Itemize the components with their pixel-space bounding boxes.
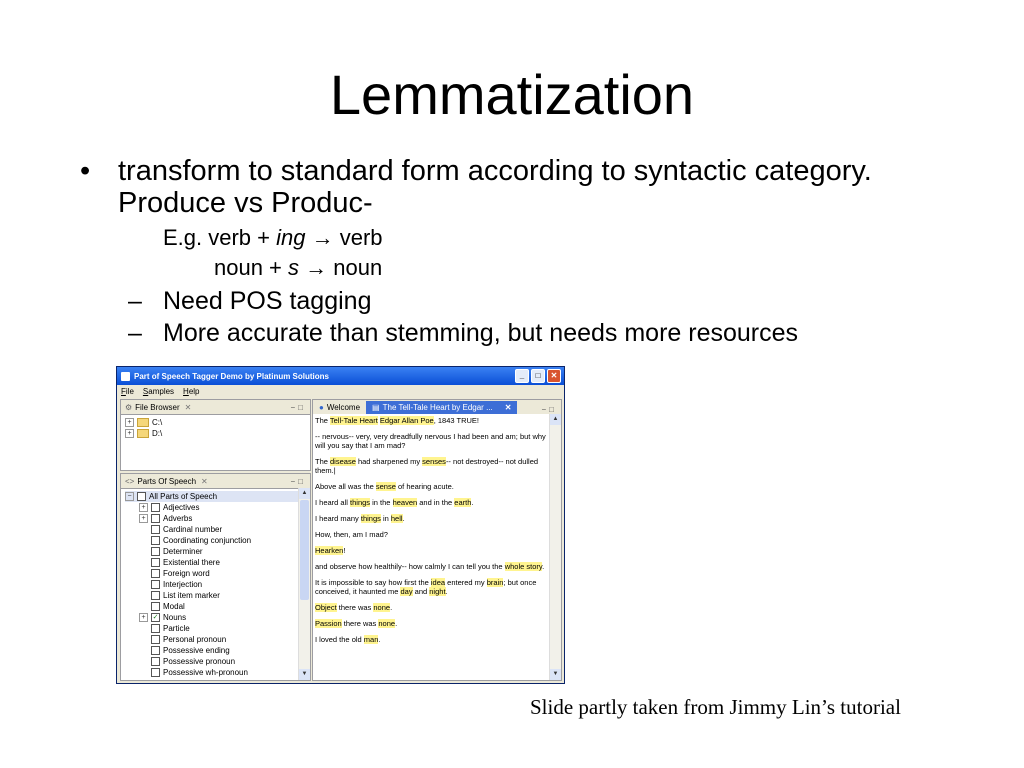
example-line-verb: [80, 223, 980, 253]
text-segment: in: [380, 514, 391, 523]
editor-paragraph: [315, 562, 549, 571]
parts-of-speech-title[interactable]: Parts Of Speech: [137, 476, 197, 486]
source-note: Slide partly taken from Jimmy Lin’s tutorial: [530, 695, 901, 719]
tree-spacer: [139, 636, 148, 643]
pos-checkbox[interactable]: [151, 635, 160, 644]
text-segment: there was: [336, 603, 374, 612]
noun-highlight: man: [363, 635, 379, 644]
pos-label: Personal pronoun: [163, 635, 227, 644]
text-segment: and in the: [417, 498, 455, 507]
noun-highlight: things: [360, 514, 381, 523]
noun-highlight: none: [373, 603, 391, 612]
pane-controls[interactable]: −□: [290, 476, 306, 486]
pos-label: Possessive wh-pronoun: [163, 668, 248, 677]
file-tree: [121, 415, 310, 441]
example-result: verb: [339, 225, 383, 250]
expand-icon[interactable]: +: [125, 418, 134, 427]
pane-controls[interactable]: −□: [290, 402, 306, 412]
sub-bullet-pos: [80, 285, 980, 317]
sub-bullet-accuracy: [80, 317, 980, 349]
bullet-mark: •: [80, 155, 91, 187]
pos-tree-item[interactable]: [125, 579, 306, 590]
text-segment: ; but once conceived, it haunted me: [315, 578, 537, 596]
text-segment: .: [471, 498, 474, 507]
close-icon[interactable]: ✕: [504, 403, 512, 412]
minimize-button[interactable]: _: [515, 369, 529, 383]
text-segment: -- nervous-- very, very dreadfully nervous I had been and am; but why will you say that I am mad?: [315, 432, 546, 450]
pos-tree-item[interactable]: [125, 491, 306, 502]
pos-label: Possessive pronoun: [163, 657, 236, 666]
pos-label: Determiner: [163, 547, 203, 556]
editor-paragraph: [315, 635, 549, 644]
text-segment: The: [315, 457, 331, 466]
noun-highlight: sense: [375, 482, 396, 491]
text-segment: there was: [341, 619, 379, 628]
text-segment: had sharpened my: [355, 457, 423, 466]
example-suffix: s: [288, 255, 300, 280]
text-segment: The: [315, 416, 330, 425]
welcome-icon: ●: [319, 403, 324, 412]
noun-highlight: idea: [430, 578, 446, 587]
tree-spacer: [139, 559, 148, 566]
text-segment: of hearing acute.: [395, 482, 454, 491]
noun-highlight: things: [350, 498, 371, 507]
menu-samples[interactable]: Samples: [142, 386, 175, 396]
noun-highlight: night: [429, 587, 446, 596]
sub-bullet-text: Need POS tagging: [163, 287, 372, 315]
pos-tree-item[interactable]: [125, 612, 306, 623]
text-segment: I loved the old: [315, 635, 364, 644]
text-segment: .: [402, 514, 405, 523]
pos-label: All Parts of Speech: [149, 492, 218, 501]
pos-label: Adverbs: [163, 514, 193, 523]
pos-label: Interjection: [163, 580, 203, 589]
editor-pane: [312, 399, 562, 681]
text-segment: and observe how healthily-- how calmly I can tell you the: [315, 562, 505, 571]
noun-highlight: disease: [330, 457, 356, 466]
noun-highlight: brain: [486, 578, 504, 587]
dash-mark: –: [128, 287, 142, 315]
pos-tree: [121, 489, 310, 680]
editor-paragraph: [315, 546, 549, 555]
pos-tree-item[interactable]: [125, 524, 306, 535]
pos-tree-item[interactable]: [125, 601, 306, 612]
noun-highlight: earth: [454, 498, 472, 507]
arrow-icon: →: [299, 255, 334, 280]
example-text: E.g. verb +: [163, 225, 277, 250]
pos-checkbox[interactable]: [151, 591, 160, 600]
pos-checkbox[interactable]: [151, 525, 160, 534]
text-segment: Above all was the: [315, 482, 376, 491]
pos-checkbox[interactable]: ✓: [152, 614, 159, 621]
pos-checkbox[interactable]: [151, 503, 160, 512]
pos-checkbox[interactable]: [151, 569, 160, 578]
pos-checkbox[interactable]: [151, 514, 160, 523]
pos-tree-item[interactable]: [125, 623, 306, 634]
tab-label: Welcome: [326, 403, 361, 412]
text-segment: -- not destroyed-- not dulled them.|: [315, 457, 539, 475]
pos-label: Coordinating conjunction: [163, 536, 252, 545]
pos-checkbox[interactable]: [151, 580, 160, 589]
editor-paragraph: [315, 603, 549, 612]
bullet-item: [80, 155, 980, 219]
pos-checkbox[interactable]: [151, 624, 160, 633]
pos-tree-item[interactable]: [125, 568, 306, 579]
pos-tree-item[interactable]: [125, 546, 306, 557]
text-segment: I heard all: [315, 498, 351, 507]
tree-spacer: [139, 548, 148, 555]
scroll-up-icon[interactable]: ▲: [299, 488, 310, 499]
text-segment: .: [378, 635, 381, 644]
editor-paragraph: [315, 578, 549, 596]
pos-scrollbar[interactable]: [298, 488, 310, 680]
editor-paragraph: [315, 416, 549, 425]
folder-icon: [137, 429, 149, 438]
pos-checkbox[interactable]: [151, 547, 160, 556]
scroll-down-icon[interactable]: ▼: [550, 669, 561, 680]
pos-checkbox[interactable]: [151, 558, 160, 567]
tab-tell-tale-heart[interactable]: [366, 401, 517, 414]
editor-paragraph: [315, 482, 549, 491]
text-segment: in the: [370, 498, 393, 507]
pos-checkbox[interactable]: [151, 657, 160, 666]
tree-item-d-drive[interactable]: [125, 428, 306, 439]
app-icon: [121, 372, 130, 381]
expand-icon[interactable]: +: [139, 514, 148, 523]
editor-tabs: [313, 400, 561, 414]
close-icon[interactable]: ✕: [184, 402, 192, 412]
file-browser-title[interactable]: File Browser: [135, 402, 180, 412]
tree-spacer: [139, 669, 148, 676]
noun-highlight: Hearken: [315, 546, 344, 555]
parts-of-speech-pane: [120, 473, 311, 681]
noun-highlight: none: [378, 619, 396, 628]
pos-tree-item[interactable]: [125, 557, 306, 568]
pos-label: Possessive ending: [163, 646, 230, 655]
pos-label: Nouns: [163, 613, 187, 622]
text-segment: .: [395, 619, 398, 628]
close-button[interactable]: ✕: [547, 369, 561, 383]
text-segment: How, then, am I mad?: [315, 530, 388, 539]
pos-tagger-window: [116, 366, 565, 684]
document-icon: ▤: [372, 403, 380, 412]
close-icon[interactable]: ✕: [201, 476, 208, 486]
tab-label: The Tell-Tale Heart by Edgar ...: [382, 403, 493, 412]
pos-tree-item[interactable]: [125, 667, 306, 678]
pos-label: Cardinal number: [163, 525, 223, 534]
editor-text-area[interactable]: [315, 416, 549, 651]
maximize-button[interactable]: □: [531, 369, 545, 383]
pos-label: Foreign word: [163, 569, 210, 578]
pos-tree-item[interactable]: [125, 656, 306, 667]
pos-label: Existential there: [163, 558, 220, 567]
example-result: noun: [333, 255, 383, 280]
noun-highlight: Passion: [315, 619, 342, 628]
parts-of-speech-header: [121, 474, 310, 489]
tree-spacer: [139, 537, 148, 544]
text-segment: entered my: [445, 578, 487, 587]
pos-checkbox[interactable]: [151, 602, 160, 611]
noun-highlight: Object: [315, 603, 337, 612]
editor-paragraph: [315, 619, 549, 628]
pos-tree-item[interactable]: [125, 513, 306, 524]
text-segment: .: [390, 603, 393, 612]
editor-paragraph: [315, 432, 549, 450]
expand-icon[interactable]: +: [139, 613, 148, 622]
tree-item-label: D:\: [152, 429, 163, 438]
tree-spacer: [139, 592, 148, 599]
pos-label: List item marker: [163, 591, 220, 600]
pos-checkbox[interactable]: [151, 668, 160, 677]
pos-tree-item[interactable]: [125, 634, 306, 645]
tree-spacer: [139, 581, 148, 588]
editor-paragraph: [315, 498, 549, 507]
scroll-down-icon[interactable]: ▼: [299, 669, 310, 680]
tree-spacer: [139, 658, 148, 665]
tree-spacer: [139, 625, 148, 632]
noun-highlight: Edgar Allan Poe: [379, 416, 434, 425]
noun-highlight: day: [400, 587, 413, 596]
dash-mark: –: [128, 319, 142, 347]
noun-highlight: whole story: [504, 562, 543, 571]
editor-scrollbar[interactable]: [549, 414, 561, 680]
scroll-up-icon[interactable]: ▲: [550, 414, 561, 425]
tree-item-c-drive[interactable]: [125, 417, 306, 428]
pos-checkbox[interactable]: [151, 536, 160, 545]
tree-spacer: [139, 647, 148, 654]
expand-icon[interactable]: +: [139, 503, 148, 512]
scroll-thumb[interactable]: [300, 500, 309, 600]
tree-spacer: [139, 570, 148, 577]
noun-highlight: heaven: [392, 498, 418, 507]
example-text: noun +: [214, 255, 289, 280]
text-segment: and: [412, 587, 430, 596]
slide-title: Lemmatization: [329, 63, 695, 126]
tree-item-label: C:\: [152, 418, 163, 427]
folder-icon: [137, 418, 149, 427]
pos-label: Modal: [163, 602, 185, 611]
file-browser-pane: [120, 399, 311, 471]
sub-bullet-text: More accurate than stemming, but needs more resources: [163, 319, 799, 347]
arrow-icon: →: [305, 225, 340, 250]
example-line-noun: [80, 253, 980, 283]
code-icon: <>: [125, 476, 135, 486]
tree-spacer: [139, 526, 148, 533]
pos-label: Particle: [163, 624, 190, 633]
expand-icon[interactable]: +: [125, 429, 134, 438]
bullet-list: [80, 155, 980, 349]
pos-tree-item[interactable]: [125, 535, 306, 546]
menu-file[interactable]: File: [121, 386, 134, 396]
example-suffix: ing: [276, 225, 306, 250]
text-segment: !: [343, 546, 346, 555]
window-titlebar[interactable]: [117, 367, 564, 385]
text-segment: .: [445, 587, 448, 596]
expand-icon[interactable]: −: [125, 492, 134, 501]
text-segment: , 1843 TRUE!: [433, 416, 480, 425]
text-segment: It is impossible to say how first the: [315, 578, 431, 587]
text-segment: I heard many: [315, 514, 361, 523]
noun-highlight: hell: [390, 514, 403, 523]
noun-highlight: senses: [422, 457, 446, 466]
pos-tree-item[interactable]: [125, 502, 306, 513]
file-browser-header: [121, 400, 310, 415]
pos-checkbox[interactable]: [137, 492, 146, 501]
menu-bar: [117, 385, 564, 397]
bullet-text: transform to standard form according to syntactic category. Produce vs Produc-: [118, 155, 872, 219]
pane-controls[interactable]: −□: [541, 405, 557, 414]
editor-paragraph: [315, 530, 549, 539]
tab-welcome[interactable]: [313, 401, 366, 414]
pos-tree-item[interactable]: [125, 645, 306, 656]
pos-label: Adjectives: [163, 503, 200, 512]
text-segment: .: [542, 562, 545, 571]
noun-highlight: Tell-Tale Heart: [329, 416, 378, 425]
editor-paragraph: [315, 514, 549, 523]
pos-checkbox[interactable]: [151, 646, 160, 655]
window-title: Part of Speech Tagger Demo by Platinum Solutions: [134, 371, 329, 381]
menu-help[interactable]: Help: [183, 386, 200, 396]
tree-spacer: [139, 603, 148, 610]
file-browser-icon: ⚙: [125, 402, 133, 412]
editor-paragraph: [315, 457, 549, 475]
pos-tree-item[interactable]: [125, 590, 306, 601]
